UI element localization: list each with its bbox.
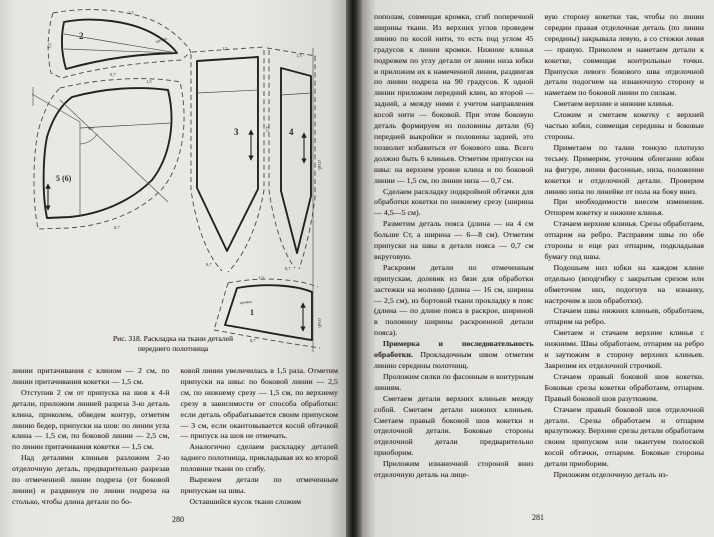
paragraph: вую сторону кокетки так, чтобы по линии середин правая отделочная деталь (по линии середины) закрывала левую, а со стежки левая — правую. Приколем и наметаем детали к кокетке, совмещая контрольные точки. Припуски левого бокового шва отделочной детали подогнем на изнаночную сторону и наметаем по боковой линии по силкам. (544, 12, 704, 98)
right-page-column-2 (545, 12, 705, 512)
figure-caption-line2: переднего полотнища (137, 344, 209, 354)
paragraph: Оставшийся кусок ткани сложим (189, 496, 302, 506)
paragraph: Стачаем швы нижних клиньев, обработаем, отпарим на ребро. (544, 306, 704, 327)
figure-label: 5 (6) (56, 174, 72, 183)
paragraph: пополам, совмещая кромки, сгиб поперечной ширины ткани. Из верхних углов проведем линию по косой нити, то есть под углом 45 градусов к линии кромки. Нижние клинья подрежем по углу детали от линии низа юбки и приложим их к намеченной линии, раздвигая по линии подреза на 90 градусов. К одной линии приложим передний клин, ко второй — задний, а между ними с учетом направления косой нити — боковой. При этом боковую деталь формируем из половины детали (6) передней выкройки и половины задней, это позволит избавиться от бокового шва. Всего должно быть 6 клиньев. Отметим припуски на швы: на верхнем уровне клина и по боковой линии — 1,5 см, по линии низа — 0,7 см. (374, 12, 534, 185)
book-gutter (346, 0, 362, 537)
paragraph: Разметим деталь пояса (длина — на 4 см больше Ст, а ширина — 6—8 см). Отметим припуски на швы в детали пояса — 0,7 см вкруговую. (374, 219, 534, 261)
figure-label: 1,5 (128, 10, 134, 15)
left-page (0, 0, 346, 537)
paragraph: Сметаем и стачаем верхние клинья с нижними. Швы обработаем, отпарим на ребро и заутюжим в сторону верхних клиньев. Закрепим их отделочной строчкой. (544, 328, 704, 370)
paragraph: Стачаем правый боковой шов отделочной детали. Срезы обработаем и отпарим вразутюжку. Верхние срезы детали обработаем своим припуском или окантуем полоской косой обтачки, отпарим. Боковые стороны детали приоборим. (544, 404, 704, 469)
figure-label: 0,7 (206, 262, 212, 267)
piece5-angle-arc (80, 134, 97, 144)
piece4-hip-line (281, 93, 311, 95)
paragraph: При необходимости внесем изменения. Отпорем кокетку и нижние клинья. (544, 197, 704, 218)
paragraph: Сметаем детали верхних клиньев между собой. Сметаем детали нижних клиньев. Сметаем правый боковой шов кокетки и отделочной детали. Боковые стороны отделочной детали предварительно приоборим. (374, 393, 534, 458)
figure-label: сгиб (316, 160, 321, 170)
paragraph: Стачаем верхние клинья. Срезы обработаем, отпарим на ребро. Расправим швы по обе стороны и еще раз отпарим, подкладывая бумагу под швы. (544, 219, 704, 261)
figure-label: кромка (239, 298, 253, 305)
paragraph: Приложим отделочную деталь из- (553, 470, 669, 480)
piece5-inner-lines (32, 94, 171, 216)
cut-line-piece3-left (191, 54, 222, 271)
paragraph: Аналогично сделаем раскладку деталей заднего полотнища, прикладывая их ко второй половине ткани по сгибу. (180, 442, 338, 474)
figure-label: 90° (88, 126, 95, 131)
paragraph: Проложим силки по фасонным и контурным линиям. (374, 371, 534, 392)
cut-line-channel-right (269, 50, 295, 268)
paragraph: Над деталями клиньев разложим 2-ю отделочную деталь, предварительно разрезав по отмеченной линии подреза (от боковой линии) и раздвинув по линии подреза на столько, чтобы длина детали по бо- (12, 453, 170, 506)
figure-label: 4 (289, 127, 294, 137)
figure-label: 2 (79, 31, 84, 41)
figure-label: 0,7 (250, 338, 256, 343)
piece3-hip-line (197, 90, 258, 93)
right-page (362, 0, 714, 537)
right-page-columns (374, 12, 704, 512)
figure-caption (30, 334, 316, 355)
paragraph: Раскроим детали по отмеченным припускам, долевик из бязи для обработки застежки на молнию (длина — 16 см, ширина — 2,5 см), из бортовой ткани прокладку в пояс (длина — по длине пояса в раскрое, шириной в половину ширины раскроенной детали пояса). (374, 262, 534, 338)
figure-label: 1,5 (146, 79, 152, 84)
paragraph: Стачаем правый боковой шов кокетки. Боковые срезы кокетки обработаем, отпарим. Правый боковой шов разутюжим. (544, 371, 704, 403)
figure-label: 1 (250, 308, 254, 317)
figure-label: 0,7 (114, 225, 120, 230)
figure-label: 1,5 (46, 42, 53, 50)
left-page-number: 280 (172, 515, 184, 524)
paragraph: Отступив 2 см от припуска на шов к 4-й детали, приложим линией разреза 3-ю деталь клина, приколем, обведем контур, отметим линию бедер, припуски на шов: по линии угла клина — 1,5 см, по боковой линии — 2,5 см, по линии притачивания кокетки — 1,5 см. (12, 387, 170, 452)
figure-label: 0,7 (110, 72, 116, 77)
left-page-columns (12, 366, 338, 514)
paragraph: Сложим и сметаем кокетку с верхней частью юбки, совмещая середины и боковые стороны. (544, 110, 704, 141)
paragraph: Вырежем детали по отмеченным припускам на швы. (180, 475, 338, 495)
paragraph: Приметаем по талии тонкую плотную тесьму. Примерим, уточним облегание юбки на фигуре, линии фасонные, низа, положение кокетки и отделочной детали. Проверим линию низа по линейке от пола на боку вниз. (544, 142, 704, 196)
figure-label: 0,7 (285, 266, 291, 271)
figure-label: 3 (234, 127, 239, 137)
figure-label: 1,5 (296, 53, 302, 58)
figure-label: 2,5 (265, 126, 270, 132)
left-page-column-1 (12, 366, 170, 514)
paragraph: линии притачивания с клином — 2 см, по линии притачивания кокетки — 1,5 см. (12, 366, 170, 386)
paragraph: Сметаем верхние и нижние клинья. (553, 99, 674, 109)
right-page-number: 281 (532, 513, 544, 522)
paragraph: ковой линии увеличилась в 1,5 раза. Отметим припуски на швы: по боковой линии — 2,5 см, по нижнему срезу — 1,5 см, по верхнему срезу в зависимости от способа обработки: если деталь обрабатывается своим припуском — 3 см, если окантовывается косой обтачкой — припуск на шов не отмечать. (180, 366, 338, 441)
left-page-column-2 (181, 366, 339, 514)
piece2-outline (62, 20, 177, 69)
cut-line-piece5 (34, 79, 184, 229)
figure-label: кромка (154, 35, 168, 44)
figure-label: 1,5 (258, 275, 264, 280)
piece3-outline (197, 57, 258, 251)
paragraph: Подошьем низ юбки на каждом клине отдельно (вподгибку с закрытым срезом или обметочим низ, подогнув на изнанку, настрочим в шов обработки). (544, 262, 704, 305)
figure-label: сгиб (316, 318, 321, 328)
piece5-outline (44, 88, 172, 218)
right-page-column-1 (374, 12, 534, 512)
paragraph: Примерка и последовательность обработки. Прокладочным швом отметим линию середины полотнищ. (374, 339, 534, 370)
figure-label: 1,5 (222, 46, 228, 51)
cut-line-piece4-top (267, 48, 316, 56)
paragraph: Приложим изнаночной стороной вниз отделочную деталь на лице- (374, 459, 534, 480)
piece1-outline (225, 285, 312, 340)
piece4-outline (281, 68, 311, 253)
figure-caption-line1: Рис. 318. Раскладка на ткани деталей (112, 334, 234, 343)
paragraph: Сделаем раскладку подкройной обтачки для обработки кокетки по нижнему срезу (ширина — 4,5—5 см). (374, 186, 534, 218)
